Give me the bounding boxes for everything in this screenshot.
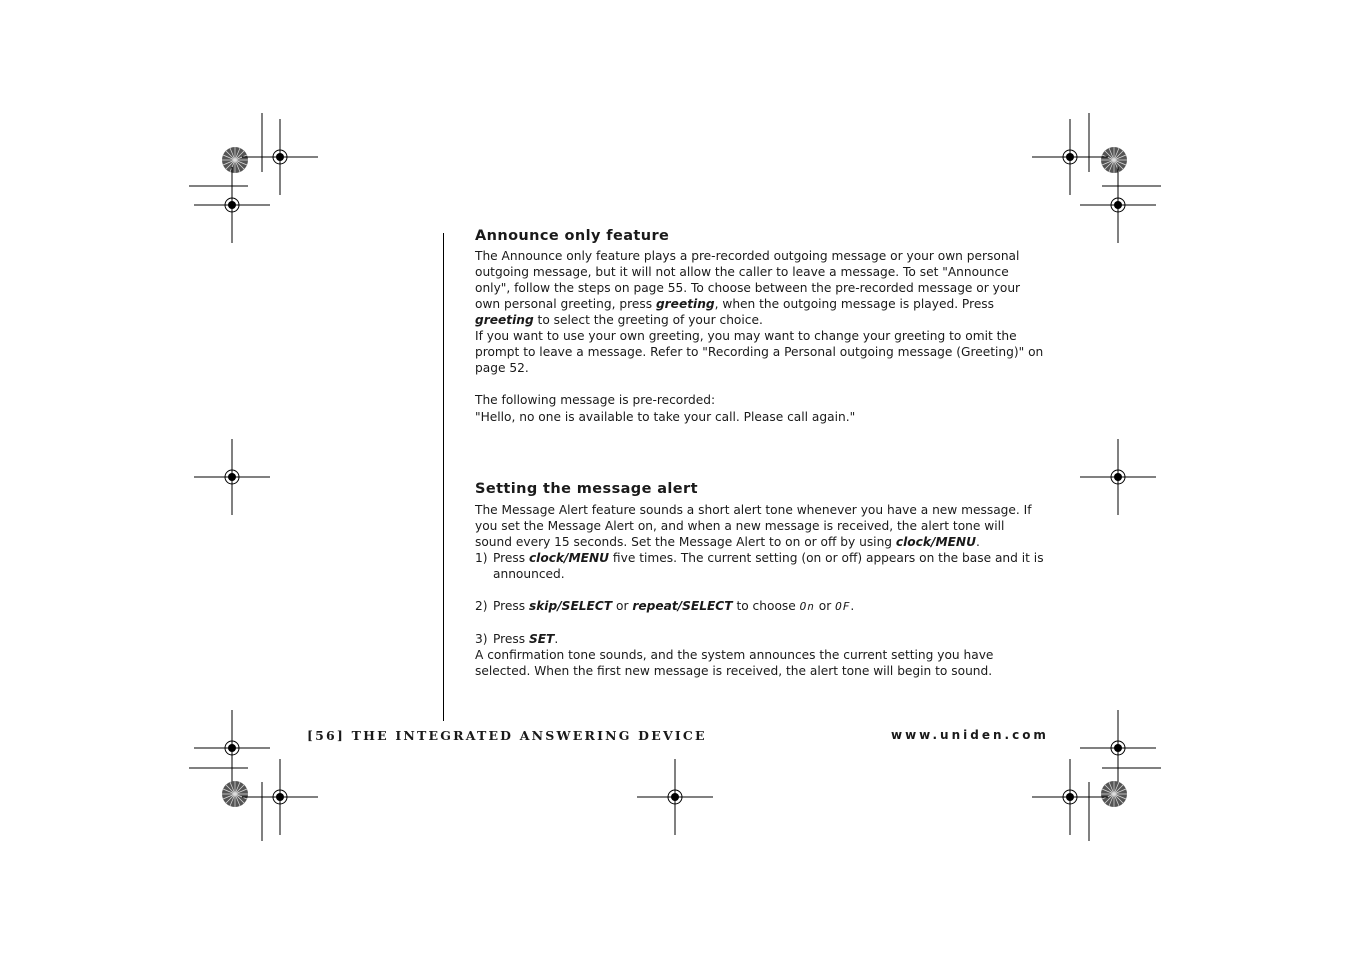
key-set: SET — [528, 632, 555, 646]
key-greeting: greeting — [655, 297, 715, 311]
step-3 — [475, 631, 1045, 647]
text: . — [976, 535, 980, 549]
footer-website: www.uniden.com — [891, 728, 1049, 742]
key-clock-menu: clock/MENU — [895, 535, 977, 549]
key-greeting: greeting — [475, 313, 534, 327]
text: , when the outgoing message is played. Press — [714, 297, 995, 311]
section-heading: Setting the message alert — [475, 481, 698, 497]
paragraph: The following message is pre-recorded: — [475, 393, 716, 407]
step-number: 3) — [475, 632, 488, 646]
lcd-off: OF — [835, 600, 851, 613]
step-text: Press skip/SELECT or repeat/SELECT to choose On or OF. — [493, 599, 855, 613]
prerecorded-message: "Hello, no one is available to take your call. Please call again." — [475, 410, 856, 424]
page-footer-title: [56] THE INTEGRATED ANSWERING DEVICE — [307, 728, 707, 743]
step-1 — [475, 550, 1045, 582]
margin-rule — [443, 233, 444, 721]
key-clock-menu: clock/MENU — [528, 551, 610, 565]
step-text: Press SET. — [493, 632, 559, 646]
key-repeat-select: repeat/SELECT — [632, 599, 733, 613]
step-number: 1) — [475, 551, 488, 565]
step-number: 2) — [475, 599, 488, 613]
lcd-on: On — [799, 600, 815, 613]
text: to select the greeting of your choice. — [533, 313, 763, 327]
paragraph: If you want to use your own greeting, you may want to change your greeting to omit the prompt to leave a message. Refer to "Recording a Personal outgoing message (Greeting)" on page 52. — [475, 329, 1044, 375]
text: The Message Alert feature sounds a short alert tone whenever you have a new message. If you set the Message Alert on, and when a new message is received, the alert tone will sound every 15 seconds. Set the Message Alert to on or off by using — [475, 503, 1032, 549]
paragraph — [475, 248, 1045, 328]
step-2 — [475, 598, 1045, 615]
paragraph — [475, 502, 1045, 550]
text: The Announce only feature plays a pre-recorded outgoing message or your own personal outgoing message, but it will not allow the caller to leave a message. To set "Announce only", follow the steps on page 55. To choose between the pre-recorded message or your own personal greeting, press — [475, 249, 1021, 311]
section-heading: Announce only feature — [475, 228, 670, 244]
section-message-alert — [475, 481, 1045, 679]
key-skip-select: skip/SELECT — [528, 599, 613, 613]
section-announce-only — [475, 228, 1045, 425]
paragraph: A confirmation tone sounds, and the system announces the current setting you have selected. When the first new message is received, the alert tone will begin to sound. — [475, 648, 994, 678]
step-text: Press clock/MENU five times. The current setting (on or off) appears on the base and it is announced. — [493, 551, 1044, 581]
